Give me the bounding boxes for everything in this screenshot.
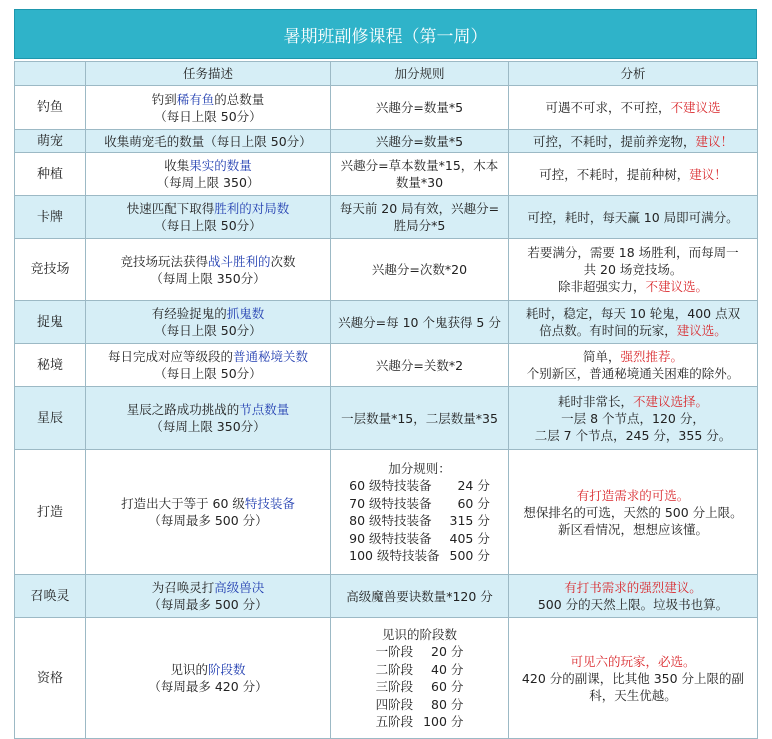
- row-rule: 兴趣分=数量*5: [331, 130, 509, 153]
- table-row: [15, 301, 758, 344]
- row-analysis: 耗时非常长，不建议选择。 一层 8 个节点，120 分， 二层 7 个节点，245 分，355 分。: [509, 387, 758, 450]
- row-name: 星辰: [15, 387, 86, 450]
- header-empty: [15, 62, 86, 86]
- row-desc: 每日完成对应等级段的普通秘境关数 （每日上限 50分）: [86, 344, 331, 387]
- row-analysis: 可控，耗时，每天赢 10 局即可满分。: [509, 196, 758, 239]
- list-item: 90 级特技装备 405 分: [349, 530, 490, 546]
- table-row: [15, 196, 758, 239]
- row-analysis: 耗时，稳定，每天 10 轮鬼，400 点双 倍点数。有时间的玩家，建议选。: [509, 301, 758, 344]
- row-name: 卡牌: [15, 196, 86, 239]
- row-name: 秘境: [15, 344, 86, 387]
- row-rule: 加分规则： 60 级特技装备 24 分 70 级特技装备 60 分 80 级特技装备 315 分 90 级特技装备 405 分 100 级特技装备 500 分: [331, 450, 509, 575]
- table-row: [15, 86, 758, 130]
- row-desc: 打造出大于等于 60 级特技装备 （每周最多 500 分）: [86, 450, 331, 575]
- row-analysis: 若要满分，需要 18 场胜利，而每周一 共 20 场竞技场。 除非超强实力，不建议选。: [509, 239, 758, 301]
- list-item: 70 级特技装备 60 分: [349, 495, 490, 511]
- table-row: [15, 575, 758, 618]
- page-title: [14, 9, 757, 59]
- row-desc: 快速匹配下取得胜利的对局数 （每日上限 50分）: [86, 196, 331, 239]
- list-item: 60 级特技装备 24 分: [349, 478, 490, 493]
- title-text: 暑期班副修课程（第一周）: [283, 26, 488, 47]
- list-item: 80 级特技装备 315 分: [349, 513, 490, 528]
- row-name: 捉鬼: [15, 301, 86, 344]
- row-desc: 星辰之路成功挑战的节点数量 （每周上限 350分）: [86, 387, 331, 450]
- row-analysis: 有打造需求的可选。 想保排名的可选，天然的 500 分上限。 新区看情况，想想应该懂。: [509, 450, 758, 575]
- row-name: 召唤灵: [15, 575, 86, 618]
- table-row: [15, 618, 758, 739]
- course-table: [14, 61, 758, 739]
- list-item: 五阶段 100 分: [375, 714, 464, 729]
- table-row: [15, 387, 758, 450]
- header-analysis: 分析: [509, 62, 758, 86]
- row-rule: 兴趣分=草本数量*15，木本 数量*30: [331, 153, 509, 196]
- row-name: 萌宠: [15, 130, 86, 153]
- list-item: 100 级特技装备 500 分: [349, 548, 490, 563]
- row-name: 资格: [15, 618, 86, 739]
- row-analysis: 简单，强烈推荐。 个别新区，普通秘境通关困难的除外。: [509, 344, 758, 387]
- row-rule: 一层数量*15，二层数量*35: [331, 387, 509, 450]
- row-desc: 收集萌宠毛的数量（每日上限 50分）: [86, 130, 331, 153]
- table-row: [15, 239, 758, 301]
- list-item: 二阶段 40 分: [375, 661, 464, 677]
- row-desc: 为召唤灵打高级兽决 （每周最多 500 分）: [86, 575, 331, 618]
- table-row: [15, 344, 758, 387]
- header-row: [15, 62, 758, 86]
- row-rule: 兴趣分=数量*5: [331, 86, 509, 130]
- row-rule: 高级魔兽要诀数量*120 分: [331, 575, 509, 618]
- row-desc: 见识的阶段数 （每周最多 420 分）: [86, 618, 331, 739]
- row-rule: 见识的阶段数 一阶段 20 分 二阶段 40 分 三阶段 60 分 四阶段 80 分 五阶段 100 分: [331, 618, 509, 739]
- row-rule: 兴趣分=次数*20: [331, 239, 509, 301]
- list-item: 一阶段 20 分: [375, 644, 464, 659]
- row-analysis: 可控，不耗时，提前养宠物，建议！: [509, 130, 758, 153]
- row-name: 钓鱼: [15, 86, 86, 130]
- rule-list: [349, 477, 490, 565]
- row-name: 竞技场: [15, 239, 86, 301]
- row-rule: 每天前 20 局有效，兴趣分= 胜局分*5: [331, 196, 509, 239]
- row-analysis: 可遇不可求，不可控，不建议选: [509, 86, 758, 130]
- row-analysis: 可控，不耗时，提前种树，建议！: [509, 153, 758, 196]
- row-desc: 收集果实的数量 （每周上限 350）: [86, 153, 331, 196]
- table-row: [15, 153, 758, 196]
- table-row: [15, 130, 758, 153]
- header-task: 任务描述: [86, 62, 331, 86]
- list-item: 四阶段 80 分: [375, 696, 464, 712]
- row-rule: 兴趣分=每 10 个鬼获得 5 分: [331, 301, 509, 344]
- table-row: [15, 450, 758, 575]
- row-name: 打造: [15, 450, 86, 575]
- row-name: 种植: [15, 153, 86, 196]
- row-rule: 兴趣分=关数*2: [331, 344, 509, 387]
- list-item: 三阶段 60 分: [375, 679, 464, 694]
- row-desc: 竞技场玩法获得战斗胜利的次数 （每周上限 350分）: [86, 239, 331, 301]
- row-desc: 钓到稀有鱼的总数量 （每日上限 50分）: [86, 86, 331, 130]
- header-rule: 加分规则: [331, 62, 509, 86]
- rule-list: [376, 643, 464, 731]
- row-desc: 有经验捉鬼的抓鬼数 （每日上限 50分）: [86, 301, 331, 344]
- row-analysis: 可见六的玩家，必选。 420 分的副课，比其他 350 分上限的副 科，天生优越。: [509, 618, 758, 739]
- row-analysis: 有打书需求的强烈建议。 500 分的天然上限。垃圾书也算。: [509, 575, 758, 618]
